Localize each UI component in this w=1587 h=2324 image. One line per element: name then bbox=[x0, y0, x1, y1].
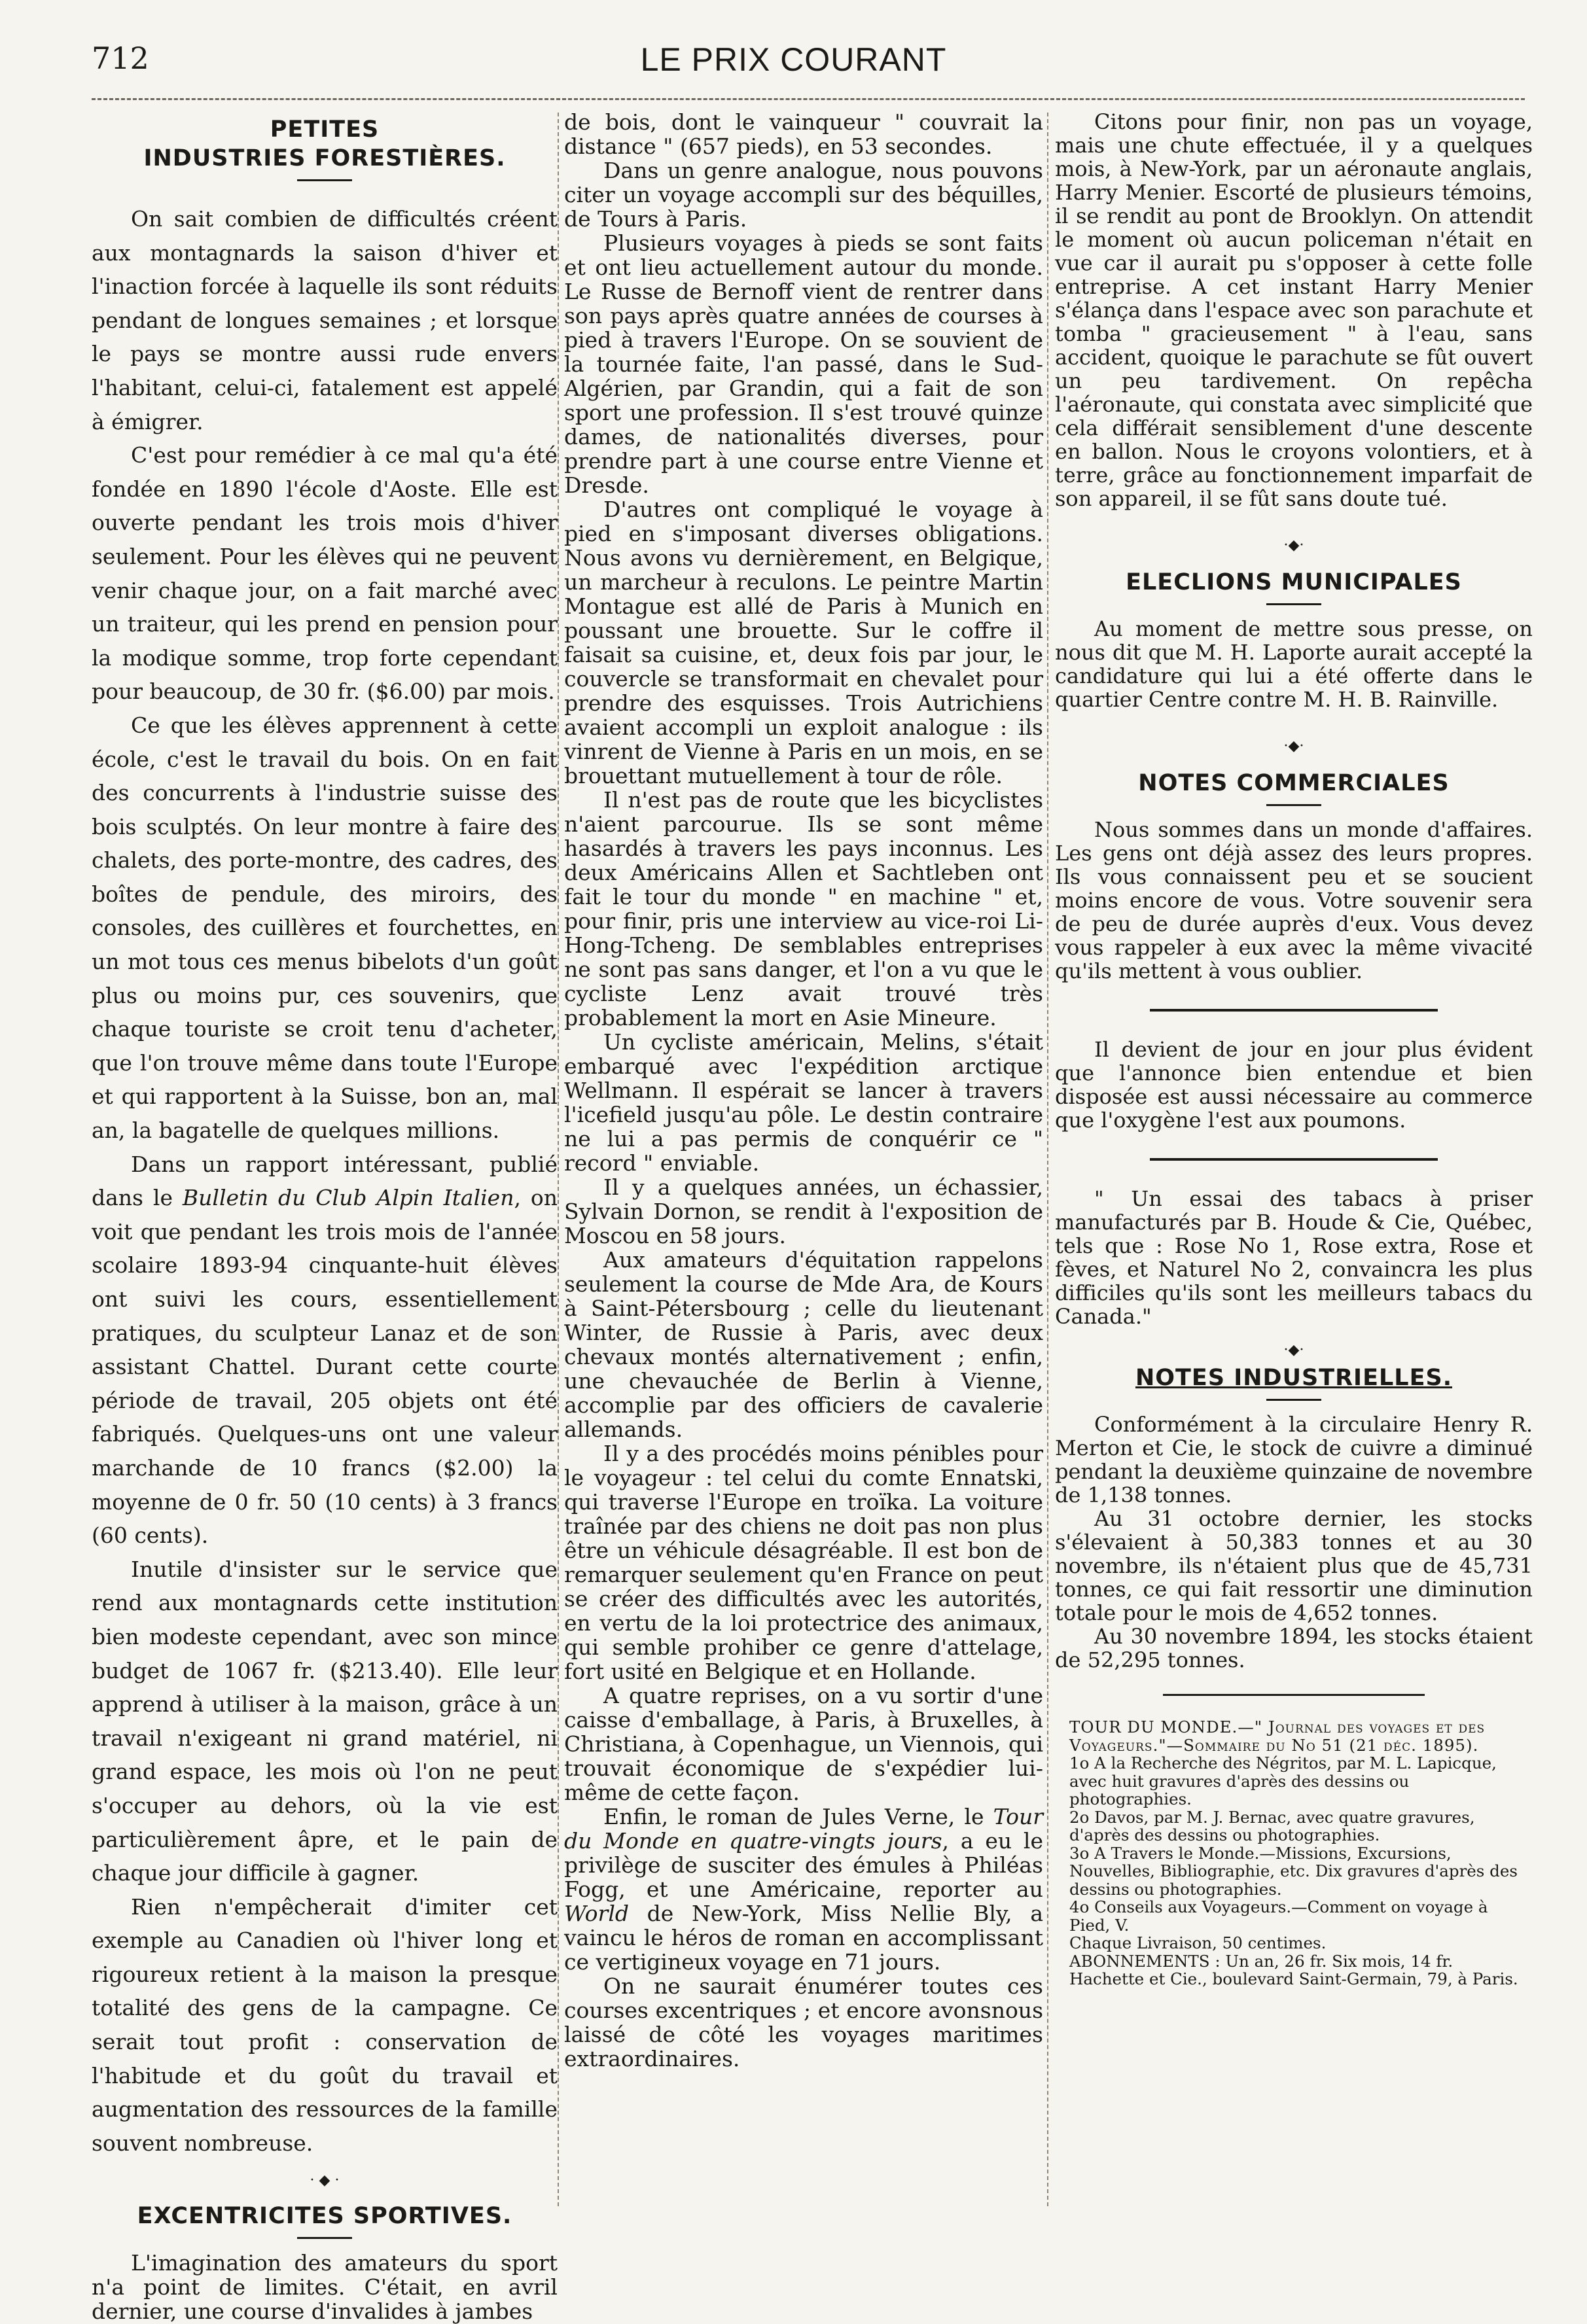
biblio-line: 1o A la Recherche des Négritos, par M. L. Lapicque, avec huit gravures d'après des dessins ou photographies. bbox=[1069, 1753, 1497, 1808]
paragraph: C'est pour remédier à ce mal qu'a été fondée en 1890 l'école d'Aoste. Elle est ouverte pendant les trois mois d'hiver seulement. Pour les élèves qui ne peuvent venir chaque jour, on a fait marché avec un traiteur, qui les prend en pension pour la modique somme, trop forte cependant pour beaucoup, de 30 fr. ($6.00) par mois. bbox=[92, 442, 558, 705]
paragraph: Il y a des procédés moins pénibles pour le voyageur : tel celui du comte Ennatski, qui traverse l'Europe en troïka. La voiture traînée par des chiens ne doit pas non plus être un véhicule désagréable. Il est bon de remarquer seulement qu'en France on peut se créer des difficultés avec les autorités, en vertu de la loi protectrice des animaux, qui semble prohiber ce genre d'attelage, fort usité en Belgique et en Hollande. bbox=[564, 1441, 1043, 1684]
journal-title: LE PRIX COURANT bbox=[640, 41, 947, 78]
separator-rule bbox=[1150, 1158, 1438, 1161]
section-title-notes-industrielles: NOTES INDUSTRIELLES. bbox=[1135, 1365, 1452, 1391]
title-rule bbox=[1266, 1399, 1321, 1401]
column-1 bbox=[92, 110, 558, 2323]
novel-title: Tour du Monde en quatre-vingts jours bbox=[564, 1804, 1043, 1854]
paragraph: Il devient de jour en jour plus évident que l'annonce bien entendue et bien disposée est aussi nécessaire au commerce que l'oxygène l'est aux poumons. bbox=[1055, 1037, 1533, 1133]
biblio-line: Hachette et Cie., boulevard Saint-Germain, 79, à Paris. bbox=[1069, 1969, 1518, 1988]
title-rule bbox=[1266, 804, 1321, 806]
paragraph: Au 30 novembre 1894, les stocks étaient de 52,295 tonnes. bbox=[1055, 1624, 1533, 1672]
biblio-line: TOUR DU MONDE.—" Journal des voyages et des Voyageurs."—Sommaire du No 51 (21 déc. 1895). bbox=[1069, 1717, 1486, 1755]
text-run: Enfin, le roman de Jules Verne, le bbox=[603, 1804, 993, 1829]
paragraph: Dans un genre analogue, nous pouvons citer un voyage accompli sur des béquilles, de Tours à Paris. bbox=[564, 158, 1043, 232]
paragraph: Conformément à la circulaire Henry R. Merton et Cie, le stock de cuivre a diminué pendant la deuxième quinzaine de novembre de 1,138 tonnes. bbox=[1055, 1412, 1533, 1507]
paragraph: D'autres ont compliqué le voyage à pied en s'imposant diverses obligations. Nous avons vu dernièrement, en Belgique, un marcheur à reculons. Le peintre Martin Montague est allé de Paris à Munich en poussant une brouette. Sur le coffre il faisait sa cuisine, et, deux fois par jour, le couvercle se transformait en chevalet pour prendre des esquisses. Trois Autrichiens avaient accompli un exploit analogue : ils vinrent de Vienne à Paris en un mois, en se brouettant mutuellement à tour de rôle. bbox=[564, 497, 1043, 788]
column-divider bbox=[558, 113, 559, 2206]
title-rule bbox=[1266, 603, 1321, 605]
paragraph: Citons pour finir, non pas un voyage, mais une chute effectuée, il y a quelques mois, à New-York, par un aéronaute anglais, Harry Menier. Escorté de plusieurs témoins, il se rendit au pont de Brooklyn. On attendit le moment où aucun policeman n'était en vue car il aurait pu s'opposer à cette folle entreprise. A cet instant Harry Menier s'élança dans l'espace avec son parachute et tomba " gracieusement " à l'eau, sans accident, quoique le parachute se fût ouvert un peu tardivement. On repêcha l'aéronaute, qui constata avec simplicité que cela différait sensiblement d'une descente en ballon. Nous le croyons volontiers, et à terre, grâce au fonctionnement imparfait de son appareil, il se fût sans doute tué. bbox=[1055, 109, 1533, 511]
section-title-elections: ELECLIONS MUNICIPALES bbox=[1126, 569, 1462, 595]
biblio-line: 3o A Travers le Monde.—Missions, Excursions, Nouvelles, Bibliographie, etc. Dix gravures d'après des dessins ou photographies. bbox=[1069, 1843, 1518, 1899]
section-title-line: INDUSTRIES FORESTIÈRES. bbox=[143, 145, 506, 171]
column-divider bbox=[1047, 113, 1048, 2206]
ornament: · ◆ · bbox=[310, 2172, 340, 2189]
paragraph: Il n'est pas de route que les bicyclistes n'aient parcourue. Ils se sont même hasardés à travers les pays inconnus. Les deux Américains Allen et Sachtleben ont fait le tour du monde " en machine " et, pour finir, pris une interview au vice-roi Li-Hong-Tcheng. De semblables entreprises ne sont pas sans danger, et l'on a vu que le cycliste Lenz avait trouvé très probablement la mort en Asie Mineure. bbox=[564, 787, 1043, 1030]
paragraph: Un cycliste américain, Melins, s'était embarqué avec l'expédition arctique Wellmann. Il espérait se lancer à travers l'icefield jusqu'au pôle. Le destin contraire ne lui a pas permis de conquérir ce " record " enviable. bbox=[564, 1029, 1043, 1176]
text-run: de New-York, Miss Nellie Bly, a vaincu le héros de roman en accomplissant ce vertigineux voyage en 71 jours. bbox=[564, 1901, 1043, 1975]
title-rule bbox=[297, 2237, 352, 2239]
separator-rule bbox=[1150, 1009, 1438, 1012]
column-2 bbox=[564, 110, 1043, 2071]
section-title-notes-commerciales: NOTES COMMERCIALES bbox=[1138, 770, 1450, 796]
paragraph: On ne saurait énumérer toutes ces courses excentriques ; et encore avonsnous laissé de côté les voyages maritimes extraordinaires. bbox=[564, 1973, 1043, 2071]
biblio-line: ABONNEMENTS : Un an, 26 fr. Six mois, 14 fr. bbox=[1069, 1951, 1453, 1971]
publication-title: Bulletin du Club Alpin Italien bbox=[182, 1185, 514, 1211]
column-3 bbox=[1055, 110, 1533, 1988]
text-run: , a eu le privilège de susciter des émules à Philéas Fogg, et une Américaine, reporter au bbox=[564, 1828, 1043, 1902]
paragraph: " Un essai des tabacs à priser manufacturés par B. Houde & Cie, Québec, tels que : Rose No 1, Rose extra, Rose et fèves, et Naturel No 2, convaincra les plus difficiles qu'ils sont les meilleurs tabacs du Canada." bbox=[1055, 1186, 1533, 1329]
paragraph: Au moment de mettre sous presse, on nous dit que M. H. Laporte aurait accepté la candidature qui lui a été offerte dans le quartier Centre contre M. H. B. Rainville. bbox=[1055, 616, 1533, 712]
paragraph: On sait combien de difficultés créent aux montagnards la saison d'hiver et l'inaction forcée à laquelle ils sont réduits pendant de longues semaines ; et lorsque le pays se montre aussi rude envers l'habitant, celui-ci, fatalement est appelé à émigrer. bbox=[92, 206, 558, 434]
title-rule bbox=[297, 179, 352, 181]
section-title-petites-industries bbox=[92, 115, 558, 173]
paragraph: de bois, dont le vainqueur " couvrait la distance " (657 pieds), en 53 secondes. bbox=[564, 109, 1043, 159]
paragraph: A quatre reprises, on a vu sortir d'une caisse d'emballage, à Paris, à Bruxelles, à Christiana, à Copenhague, un Viennois, qui trouvait économique de s'expédier lui-même de cette façon. bbox=[564, 1683, 1043, 1805]
biblio-line: 2o Davos, par M. J. Bernac, avec quatre gravures, d'après des dessins ou photographies. bbox=[1069, 1807, 1475, 1844]
paragraph: Aux amateurs d'équitation rappelons seulement la course de Mde Ara, de Kours à Saint-Pétersbourg ; celle du lieutenant Winter, de Russie à Paris, avec deux chevaux montés alternativement ; enfin, une chevauchée de Berlin à Vienne, accomplie par des officiers de cavalerie allemands. bbox=[564, 1247, 1043, 1442]
paragraph: Plusieurs voyages à pieds se sont faits et ont lieu actuellement autour du monde. Le Russe de Bernoff vient de rentrer dans son pays après quatre années de courses à pied à travers l'Europe. On se souvient de la tournée faite, l'an passé, dans le Sud-Algérien, par Grandin, qui a fait de son sport une profession. Il s'est trouvé quinze dames, de nationalités diverses, pour prendre part à une course entre Vienne et Dresde. bbox=[564, 230, 1043, 498]
paragraph bbox=[564, 1805, 1043, 1974]
paragraph bbox=[92, 1148, 558, 1553]
paragraph: L'imagination des amateurs du sport n'a point de limites. C'était, en avril dernier, une course d'invalides à jambes bbox=[92, 2250, 558, 2324]
paragraph: Rien n'empêcherait d'imiter cet exemple au Canadien où l'hiver long et rigoureux retient à la maison la presque totalité des gens de la campagne. Ce serait tout profit : conservation de l'habitude et du goût du travail et augmentation des ressources de la famille souvent nombreuse. bbox=[92, 1893, 558, 2156]
ornament: ·◆· bbox=[1283, 1342, 1304, 1358]
paragraph: Il y a quelques années, un échassier, Sylvain Dornon, se rendit à l'exposition de Moscou en 58 jours. bbox=[564, 1174, 1043, 1248]
ornament: ·◆· bbox=[1283, 738, 1304, 754]
page-number: 712 bbox=[92, 41, 149, 76]
separator-rule bbox=[1163, 1694, 1425, 1696]
biblio-line: 4o Conseils aux Voyageurs.—Comment on voyage à Pied, V. bbox=[1069, 1897, 1488, 1935]
paragraph: Inutile d'insister sur le service que rend aux montagnards cette institution bien modeste cependant, avec son mince budget de 1067 fr. ($213.40). Elle leur apprend à utiliser à la maison, grâce à un travail n'exigeant ni grand matériel, ni grand espace, les mois où l'on ne peut s'occuper au dehors, où la vie est particulièrement âpre, et le pain de chaque jour difficile à gagner. bbox=[92, 1556, 558, 1886]
header-rule bbox=[92, 98, 1525, 100]
newspaper-title: World bbox=[564, 1901, 629, 1926]
paragraph: Ce que les élèves apprennent à cette école, c'est le travail du bois. On en fait des concurrents à l'industrie suisse des bois sculptés. On leur montre à faire des chalets, des porte-montre, des cadres, des boîtes de pendule, des miroirs, des consoles, des cuillères et fourchettes, en un mot tous ces menus bibelots d'un goût plus ou moins pur, ces souvenirs, que chaque touriste se croit tenu d'acheter, que l'on trouve même dans toute l'Europe et qui rapportent à la Suisse, bon an, mal an, la bagatelle de quelques millions. bbox=[92, 712, 558, 1144]
text-run: , on voit que pendant les trois mois de l'année scolaire 1893-94 cinquante-huit élèves ont suivi les cours, essentiellement pratiques, du sculpteur Lanaz et de son assistant Chattel. Durant cette courte période de travail, 205 objets ont été fabriqués. Quelques-uns ont une valeur marchande de 10 francs ($2.00) la moyenne de 0 fr. 50 (10 cents) à 3 francs (60 cents). bbox=[92, 1185, 558, 1549]
text-run: Dans un rapport intéressant, publié dans le bbox=[92, 1151, 558, 1211]
bibliography-notice bbox=[1055, 1718, 1533, 1988]
paragraph: Au 31 octobre dernier, les stocks s'élevaient à 50,383 tonnes et au 30 novembre, ils n'étaient plus que de 45,731 tonnes, ce qui fait ressortir une diminution totale pour le mois de 4,652 tonnes. bbox=[1055, 1506, 1533, 1625]
page-header bbox=[0, 0, 1587, 92]
ornament: ·◆· bbox=[1283, 537, 1304, 554]
section-title-excentricites: EXCENTRICITES SPORTIVES. bbox=[137, 2203, 512, 2230]
biblio-line: Chaque Livraison, 50 centimes. bbox=[1069, 1933, 1327, 1952]
section-title-line: PETITES bbox=[270, 116, 380, 143]
paragraph: Nous sommes dans un monde d'affaires. Les gens ont déjà assez des leurs propres. Ils vous connaissent peu et se soucient moins encore de vous. Votre souvenir sera de peu de durée auprès d'eux. Vous devez vous rappeler à eux avec la même vivacité qu'ils mettent à vous oublier. bbox=[1055, 817, 1533, 983]
